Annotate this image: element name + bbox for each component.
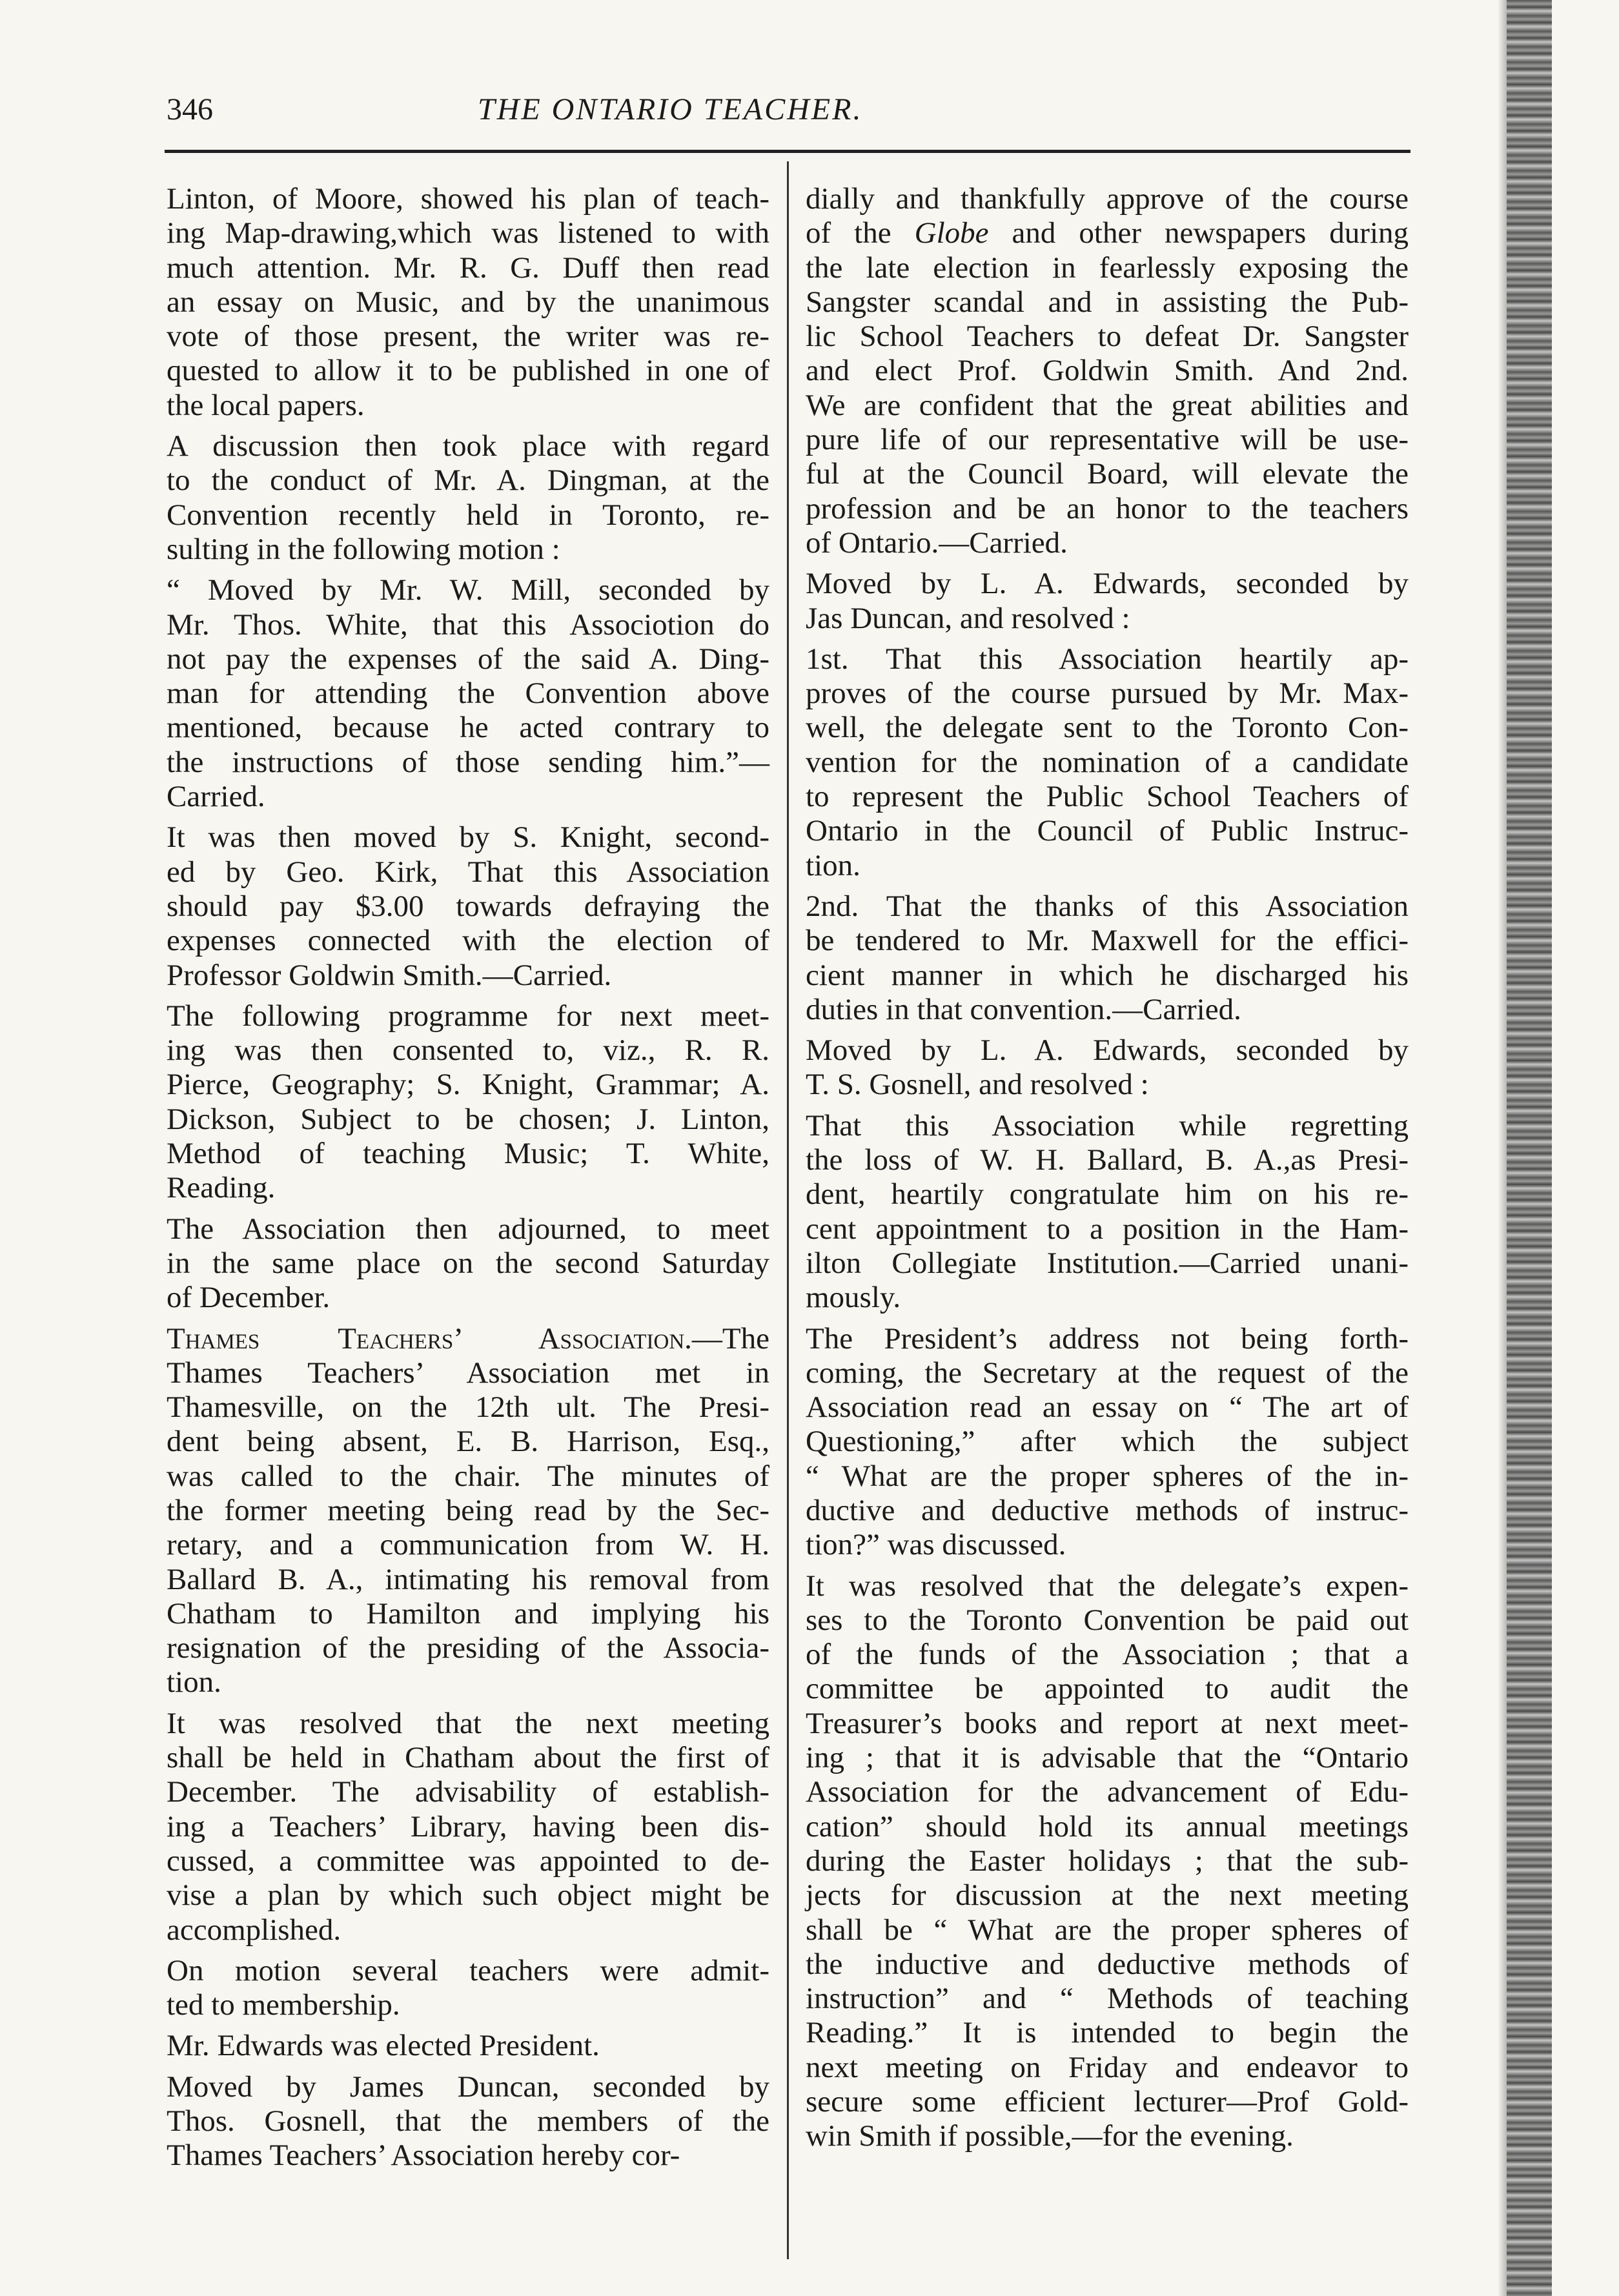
paragraph bbox=[167, 182, 769, 423]
text-line: jects for discussion at the next meeting bbox=[806, 1878, 1409, 1913]
text-line: ing was then consented to, viz., R. R. bbox=[167, 1033, 769, 1068]
text-line: duties in that convention.—Carried. bbox=[806, 992, 1241, 1026]
text-line: next meeting on Friday and endeavor to bbox=[806, 2050, 1409, 2084]
text-line: cent appointment to a position in the Ham- bbox=[806, 1212, 1409, 1246]
text-line: Ballard B. A., intimating his removal from bbox=[167, 1562, 769, 1596]
text-line: to the conduct of Mr. A. Dingman, at the bbox=[167, 463, 769, 498]
text-line: proves of the course pursued by Mr. Max- bbox=[806, 676, 1409, 711]
text-line: ing a Teachers’ Library, having been dis- bbox=[167, 1809, 769, 1844]
text-line: The President’s address not being forth- bbox=[806, 1321, 1409, 1356]
text-line: of December. bbox=[167, 1281, 331, 1315]
text-line: an essay on Music, and by the unanimous bbox=[167, 285, 769, 319]
text-line: mously. bbox=[806, 1281, 901, 1315]
text-line: That this Association while regretting bbox=[806, 1108, 1409, 1143]
text-line: pure life of our representative will be use- bbox=[806, 423, 1409, 457]
text-line: the former meeting being read by the Sec- bbox=[167, 1493, 769, 1527]
text-line: Reading. bbox=[167, 1171, 276, 1205]
text-line: ductive and deductive methods of instruc- bbox=[806, 1493, 1409, 1527]
text-line: should pay $3.00 towards defraying the bbox=[167, 889, 769, 923]
text-line: instruction” and “ Methods of teaching bbox=[806, 1982, 1409, 2016]
text-line: of the funds of the Association ; that a bbox=[806, 1638, 1409, 1672]
text-line: in the same place on the second Saturday bbox=[167, 1246, 769, 1280]
text-line: We are confident that the great abilities and bbox=[806, 388, 1409, 422]
text-line: win Smith if possible,—for the evening. bbox=[806, 2119, 1294, 2153]
text-line: Jas Duncan, and resolved : bbox=[806, 601, 1130, 635]
text-line: “ What are the proper spheres of the in- bbox=[806, 1459, 1409, 1493]
text-line: retary, and a communication from W. H. bbox=[167, 1528, 769, 1562]
text-line: “ Moved by Mr. W. Mill, seconded by bbox=[167, 573, 769, 607]
scan-binding-edge bbox=[1507, 0, 1552, 2296]
text-fragment: —The bbox=[691, 1321, 769, 1356]
text-line: Ontario in the Council of Public Instruc- bbox=[806, 814, 1409, 848]
text-line: cient manner in which he discharged his bbox=[806, 958, 1409, 992]
paragraph bbox=[167, 2070, 769, 2173]
text-line: T. S. Gosnell, and resolved : bbox=[806, 1068, 1149, 1102]
text-line: The Association then adjourned, to meet bbox=[167, 1212, 769, 1246]
text-line: Chatham to Hamilton and implying his bbox=[167, 1596, 769, 1631]
text-line: the local papers. bbox=[167, 388, 365, 422]
text-line: vise a plan by which such object might be bbox=[167, 1878, 769, 1913]
text-line: Thames Teachers’ Association met in bbox=[167, 1356, 769, 1390]
text-line: dent, heartily congratulate him on his re- bbox=[806, 1177, 1409, 1212]
text-line: ses to the Toronto Convention be paid out bbox=[806, 1603, 1409, 1637]
text-line: and elect Prof. Goldwin Smith. And 2nd. bbox=[806, 354, 1409, 388]
text-line: 1st. That this Association heartily ap- bbox=[806, 642, 1409, 676]
text-line: Association for the advancement of Edu- bbox=[806, 1775, 1409, 1809]
paragraph bbox=[806, 1033, 1409, 1102]
text-line: The following programme for next meet- bbox=[167, 999, 769, 1033]
paragraph bbox=[167, 1212, 769, 1316]
text-line: vote of those present, the writer was re- bbox=[167, 320, 769, 354]
text-line: Thos. Gosnell, that the members of the bbox=[167, 2104, 769, 2139]
page-number: 346 bbox=[167, 92, 213, 127]
text-line: committee be appointed to audit the bbox=[806, 1672, 1409, 1706]
text-line: Mr. Thos. White, that this Associotion do bbox=[167, 607, 769, 642]
text-line: Pierce, Geography; S. Knight, Grammar; A. bbox=[167, 1068, 769, 1102]
text-line: ing ; that it is advisable that the “Ontario bbox=[806, 1741, 1409, 1775]
text-line: the inductive and deductive methods of bbox=[806, 1947, 1409, 1981]
scan-edge-shadow bbox=[1498, 0, 1507, 2296]
text-line: ilton Collegiate Institution.—Carried unani- bbox=[806, 1246, 1409, 1280]
text-line bbox=[167, 1322, 769, 1356]
text-line: coming, the Secretary at the request of the bbox=[806, 1356, 1409, 1390]
text-line: 2nd. That the thanks of this Association bbox=[806, 889, 1409, 923]
text-line: man for attending the Convention above bbox=[167, 676, 769, 711]
text-line: It was resolved that the next meeting bbox=[167, 1706, 769, 1740]
text-line: It was resolved that the delegate’s expen- bbox=[806, 1569, 1409, 1603]
text-line: Linton, of Moore, showed his plan of teach- bbox=[167, 182, 769, 216]
text-line: Moved by L. A. Edwards, seconded by bbox=[806, 567, 1409, 601]
running-head: THE ONTARIO TEACHER. bbox=[478, 92, 863, 127]
paragraph bbox=[806, 642, 1409, 883]
right-column bbox=[806, 182, 1409, 2154]
text-line: On motion several teachers were admit- bbox=[167, 1953, 769, 1987]
text-line: It was then moved by S. Knight, second- bbox=[167, 820, 769, 855]
text-line: lic School Teachers to defeat Dr. Sangster bbox=[806, 320, 1409, 354]
text-line: well, the delegate sent to the Toronto Con- bbox=[806, 711, 1409, 745]
text-line: Thames Teachers’ Association hereby cor- bbox=[167, 2139, 680, 2173]
text-line: Convention recently held in Toronto, re- bbox=[167, 498, 769, 532]
text-line: ing Map-drawing,which was listened to with bbox=[167, 216, 769, 250]
text-line: Reading.” It is intended to begin the bbox=[806, 2016, 1409, 2050]
text-line: Association read an essay on “ The art of bbox=[806, 1390, 1409, 1425]
text-fragment: and other newspapers during bbox=[1012, 216, 1409, 250]
text-line: Moved by James Duncan, seconded by bbox=[167, 2069, 769, 2104]
text-line: Moved by L. A. Edwards, seconded by bbox=[806, 1033, 1409, 1068]
paragraph bbox=[167, 429, 769, 567]
paragraph bbox=[806, 1322, 1409, 1563]
text-line: December. The advisability of establish- bbox=[167, 1775, 769, 1809]
paragraph bbox=[806, 1109, 1409, 1316]
paragraph bbox=[167, 820, 769, 992]
text-line: ted to membership. bbox=[167, 1988, 400, 2022]
text-line: much attention. Mr. R. G. Duff then read bbox=[167, 250, 769, 285]
text-line: Thamesville, on the 12th ult. The Presi- bbox=[167, 1390, 769, 1425]
text-line: accomplished. bbox=[167, 1913, 341, 1947]
left-column bbox=[167, 182, 769, 2173]
text-line bbox=[806, 216, 1409, 250]
text-line: dially and thankfully approve of the course bbox=[806, 182, 1409, 216]
text-line: Dickson, Subject to be chosen; J. Linton, bbox=[167, 1102, 769, 1136]
text-line: mentioned, because he acted contrary to bbox=[167, 711, 769, 745]
paragraph bbox=[806, 889, 1409, 1027]
paragraph bbox=[167, 999, 769, 1206]
text-line: the loss of W. H. Ballard, B. A.,as Presi- bbox=[806, 1143, 1409, 1177]
text-line: of Ontario.—Carried. bbox=[806, 525, 1068, 560]
text-line: Treasurer’s books and report at next meet- bbox=[806, 1706, 1409, 1740]
text-line: to represent the Public School Teachers of bbox=[806, 780, 1409, 814]
text-line: profession and be an honor to the teachers bbox=[806, 491, 1409, 525]
text-line: the instructions of those sending him.”— bbox=[167, 745, 769, 779]
text-line: ful at the Council Board, will elevate the bbox=[806, 457, 1409, 491]
text-line: A discussion then took place with regard bbox=[167, 429, 769, 463]
paragraph bbox=[806, 567, 1409, 636]
header-rule bbox=[165, 150, 1410, 153]
column-divider bbox=[787, 161, 789, 2259]
paragraph bbox=[167, 1322, 769, 1700]
text-line: sulting in the following motion : bbox=[167, 532, 560, 566]
text-line: was called to the chair. The minutes of bbox=[167, 1459, 769, 1493]
text-line: Questioning,” after which the subject bbox=[806, 1425, 1409, 1459]
text-fragment: of the bbox=[806, 216, 891, 250]
text-line: Sangster scandal and in assisting the Pub- bbox=[806, 285, 1409, 319]
text-line: Carried. bbox=[167, 780, 265, 814]
text-line: quested to allow it to be published in one of bbox=[167, 354, 769, 388]
text-line: be tendered to Mr. Maxwell for the effici- bbox=[806, 924, 1409, 958]
text-line: Mr. Edwards was elected President. bbox=[167, 2029, 600, 2063]
text-line: dent being absent, E. B. Harrison, Esq., bbox=[167, 1425, 769, 1459]
paragraph bbox=[167, 573, 769, 814]
text-line: Professor Goldwin Smith.—Carried. bbox=[167, 958, 612, 992]
text-line: secure some efficient lecturer—Prof Gold- bbox=[806, 2085, 1409, 2119]
text-line: the late election in fearlessly exposing the bbox=[806, 250, 1409, 285]
text-line: during the Easter holidays ; that the sub- bbox=[806, 1844, 1409, 1878]
text-line: expenses connected with the election of bbox=[167, 924, 769, 958]
paragraph bbox=[167, 1954, 769, 2023]
text-line: tion. bbox=[167, 1665, 221, 1700]
text-line: resignation of the presiding of the Associa- bbox=[167, 1631, 769, 1665]
paragraph bbox=[806, 1569, 1409, 2154]
text-line: Method of teaching Music; T. White, bbox=[167, 1137, 769, 1171]
text-line: vention for the nomination of a candidate bbox=[806, 745, 1409, 779]
section-heading: Thames Teachers’ Association. bbox=[167, 1321, 692, 1356]
text-line: not pay the expenses of the said A. Ding- bbox=[167, 642, 769, 676]
text-line: shall be “ What are the proper spheres of bbox=[806, 1913, 1409, 1947]
text-line: cation” should hold its annual meetings bbox=[806, 1809, 1409, 1844]
text-line: ed by Geo. Kirk, That this Association bbox=[167, 855, 769, 889]
text-line: tion. bbox=[806, 848, 860, 882]
text-line: cussed, a committee was appointed to de- bbox=[167, 1844, 769, 1878]
text-line: tion?” was discussed. bbox=[806, 1528, 1066, 1562]
text-line: shall be held in Chatham about the first of bbox=[167, 1741, 769, 1775]
newspaper-title: Globe bbox=[914, 216, 989, 250]
paragraph bbox=[167, 1707, 769, 1947]
paragraph bbox=[167, 2029, 769, 2063]
paragraph bbox=[806, 182, 1409, 560]
